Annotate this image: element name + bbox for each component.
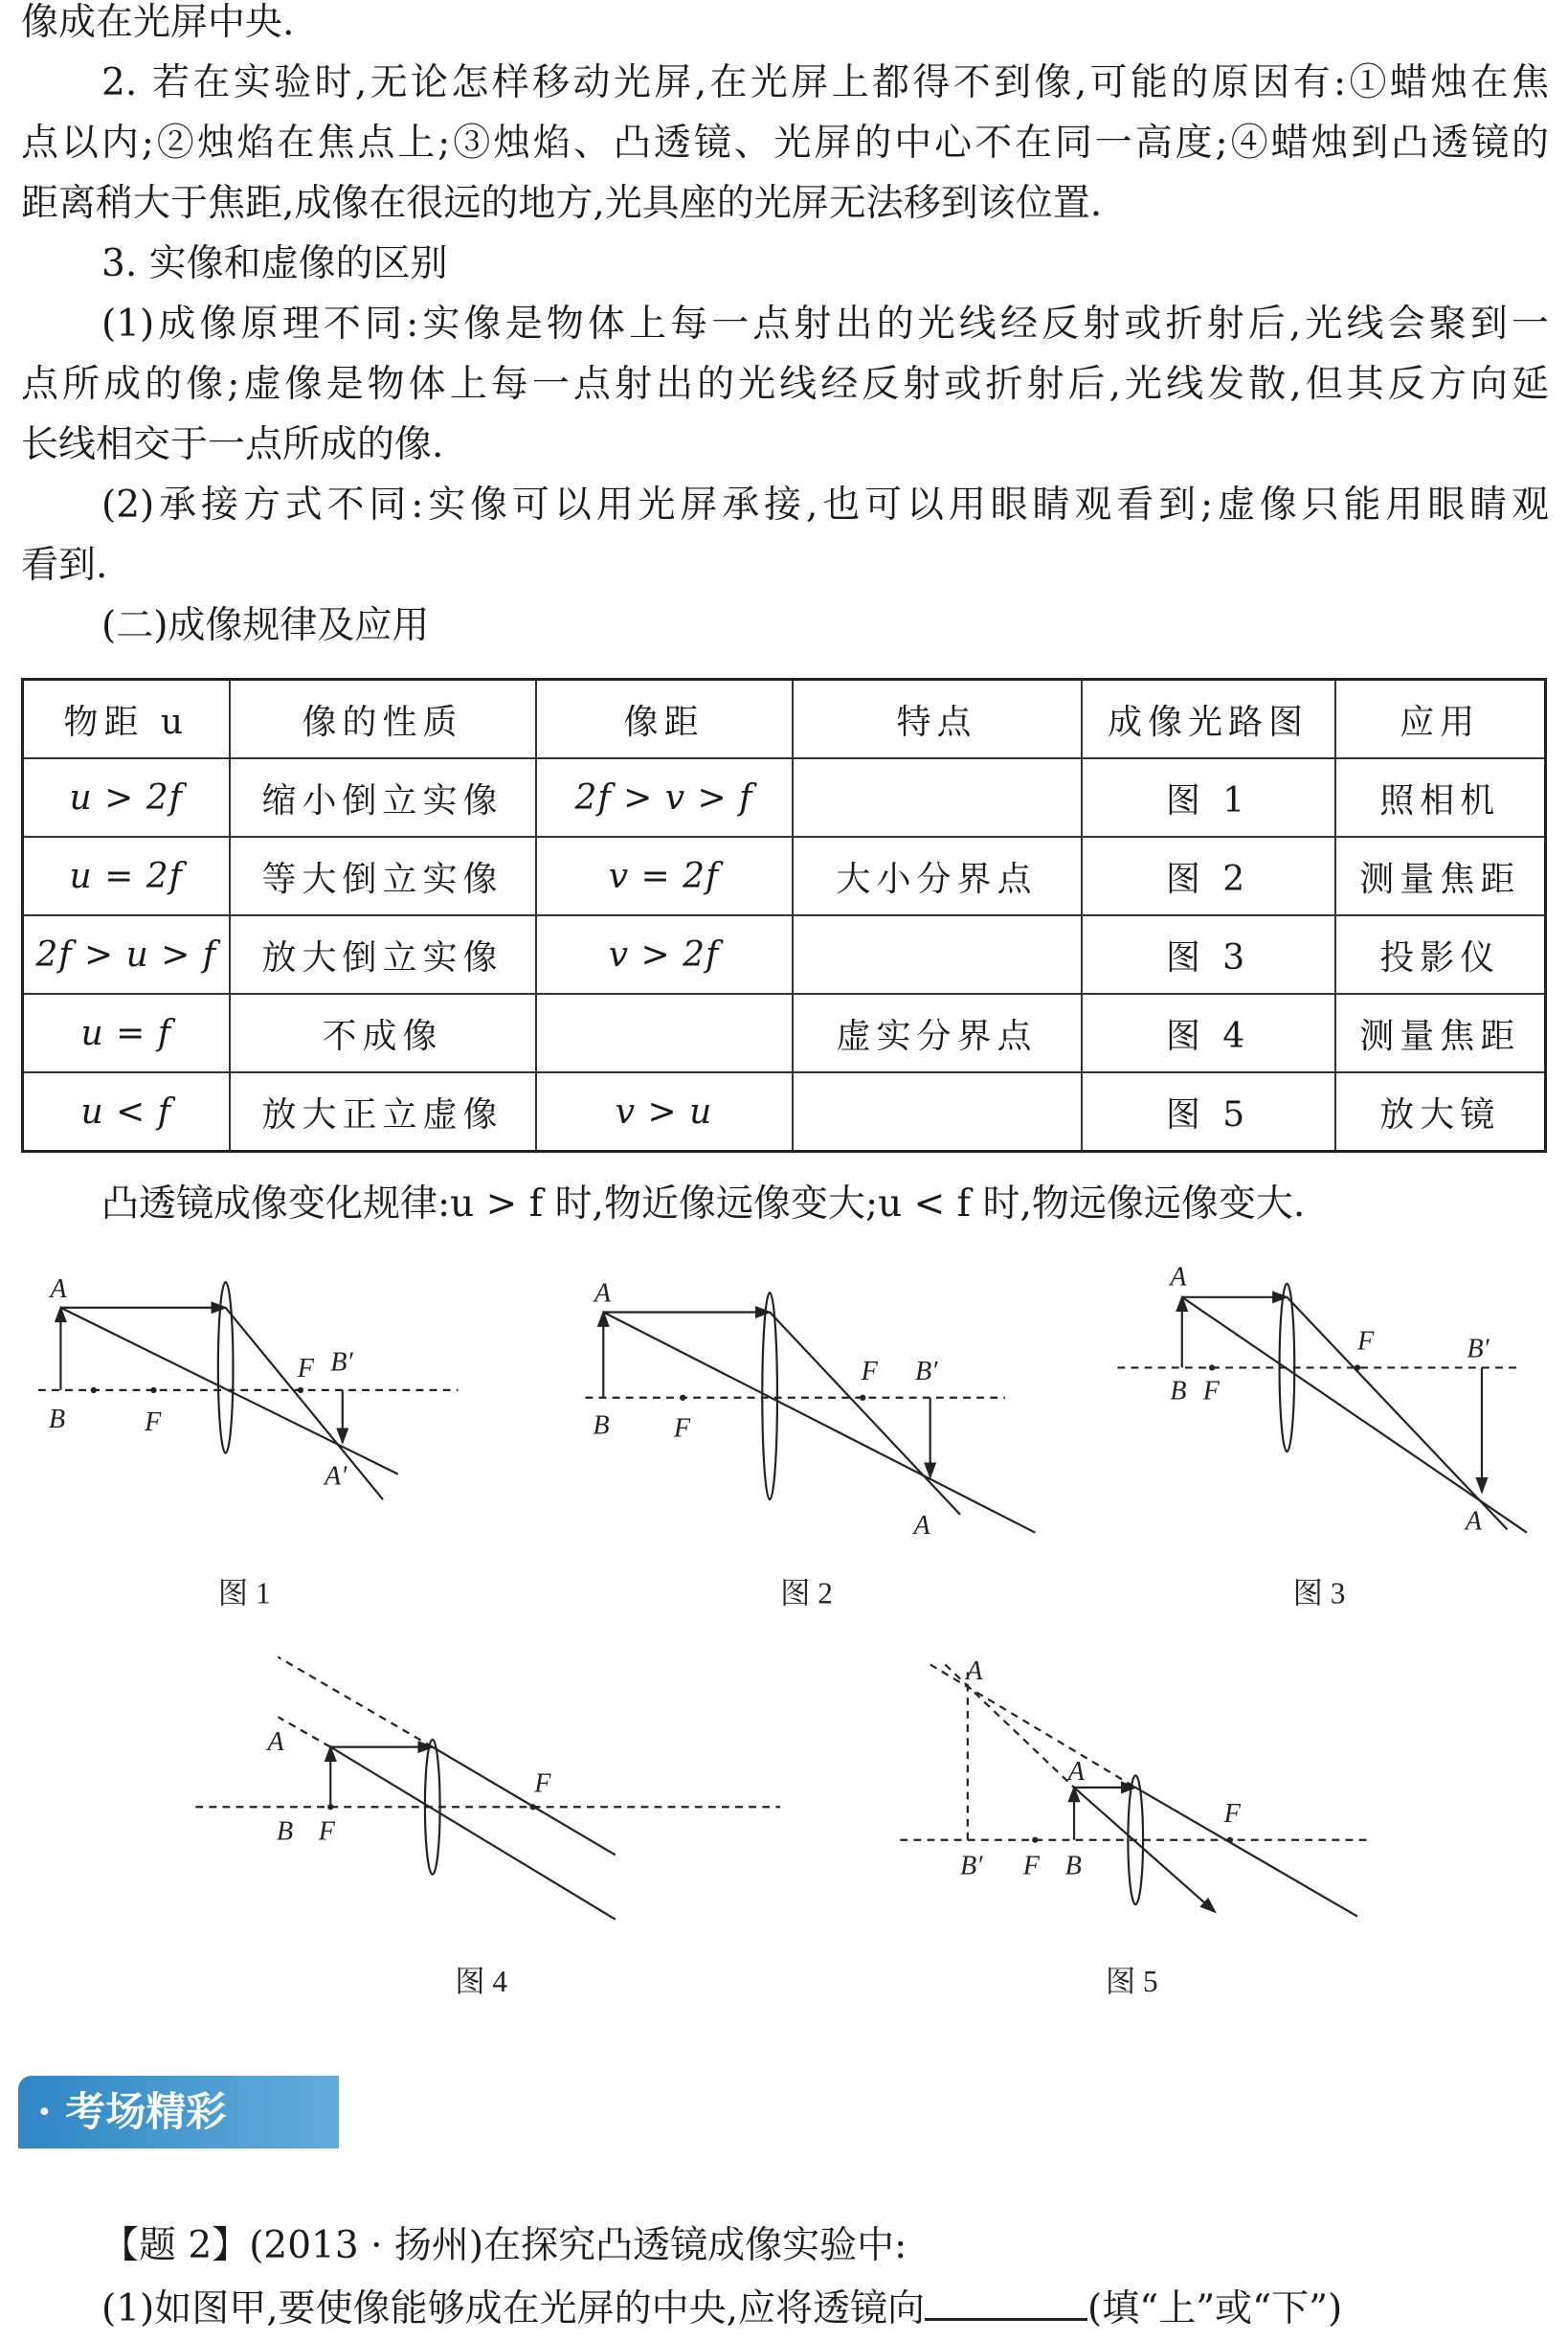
cell: 图 1 [1082, 758, 1335, 837]
text-line: 像成在光屏中央. [21, 1, 295, 44]
cell: u > 2f [23, 758, 230, 837]
imaging-rules-table [21, 678, 1547, 1153]
label-B: B [593, 1410, 610, 1441]
label-B-prime: B′ [915, 1356, 938, 1386]
cell: 放大正立虚像 [230, 1072, 536, 1152]
table-row [23, 994, 1546, 1072]
cell: 缩小倒立实像 [230, 758, 536, 837]
figure-caption: 图 5 [1105, 1964, 1158, 1998]
cell: 测量焦距 [1335, 994, 1546, 1072]
text-line: 长线相交于一点所成的像. [21, 423, 444, 466]
cell: 等大倒立实像 [230, 837, 536, 915]
cell [793, 758, 1082, 837]
ray-diagrams [0, 1245, 1568, 2039]
label-F: F [861, 1356, 878, 1386]
cell: 2f > u > f [23, 915, 230, 994]
label-F: F [673, 1413, 691, 1444]
label-B: B [1170, 1376, 1187, 1406]
section-banner: · 考场精彩 [18, 2076, 339, 2149]
label-F: F [1202, 1376, 1220, 1406]
label-F: F [1022, 1851, 1041, 1881]
cell: 大小分界点 [793, 837, 1082, 915]
figure-caption: 图 4 [455, 1964, 508, 1998]
label-A: A [966, 1656, 983, 1687]
header-cell: 特点 [793, 680, 1082, 759]
table-row [23, 1072, 1546, 1152]
cell: v > 2f [536, 915, 793, 994]
label-A: A [1067, 1757, 1085, 1788]
label-A: A [267, 1726, 284, 1757]
figure-1 [38, 1282, 458, 1499]
label-F: F [1223, 1798, 1241, 1829]
cell: v > u [536, 1072, 793, 1152]
header-cell: 像的性质 [230, 680, 536, 759]
text-line: (1)成像原理不同:实像是物体上每一点射出的光线经反射或折射后,光线会聚到一 [101, 303, 1549, 346]
cell: 2f > v > f [536, 758, 793, 837]
cell: 图 5 [1082, 1072, 1335, 1152]
figure-caption: 图 1 [217, 1576, 271, 1610]
figure-3 [1117, 1284, 1527, 1533]
section-heading: (二)成像规律及应用 [101, 604, 430, 647]
figure-caption: 图 2 [780, 1576, 833, 1610]
header-cell: 应用 [1335, 680, 1546, 759]
table-row [23, 758, 1546, 837]
cell: 测量焦距 [1335, 837, 1546, 915]
text-line: 点以内;②烛焰在焦点上;③烛焰、凸透镜、光屏的中心不在同一高度;④蜡烛到凸透镜的 [21, 122, 1549, 165]
question-part-1 [101, 2279, 1342, 2339]
header-cell: 像距 [536, 680, 793, 759]
cell [793, 1072, 1082, 1152]
question-hint: (填“上”或“下”) [1087, 2287, 1343, 2330]
label-F: F [1357, 1326, 1375, 1357]
text-line: 看到. [21, 544, 108, 587]
label-B-prime: B′ [960, 1851, 983, 1881]
label-F: F [145, 1407, 162, 1438]
cell: 照相机 [1335, 758, 1546, 837]
question-title: 【题 2】(2013 · 扬州)在探究凸透镜成像实验中: [101, 2224, 907, 2267]
table-row [23, 837, 1546, 915]
cell: u = 2f [23, 837, 230, 915]
label-F: F [297, 1353, 315, 1384]
cell: 放大倒立实像 [230, 915, 536, 994]
table-header-row [23, 680, 1546, 759]
label-A: A [1170, 1262, 1187, 1293]
label-B: B [276, 1816, 294, 1847]
label-B-prime: B′ [330, 1347, 353, 1378]
label-F: F [318, 1816, 335, 1847]
cell: v = 2f [536, 837, 793, 915]
label-A-prime: A′ [325, 1461, 347, 1492]
body-text [21, 0, 1549, 656]
cell: 放大镜 [1335, 1072, 1546, 1152]
label-F: F [534, 1768, 551, 1799]
cell: u = f [23, 994, 230, 1072]
label-A: A [594, 1278, 612, 1309]
label-A: A [913, 1511, 930, 1541]
label-B: B [48, 1405, 66, 1435]
label-A: A [1465, 1506, 1482, 1537]
text-line: 2. 若在实验时,无论怎样移动光屏,在光屏上都得不到像,可能的原因有:①蜡烛在焦 [101, 61, 1549, 104]
text-line: (2)承接方式不同:实像可以用光屏承接,也可以用眼睛观看到;虚像只能用眼睛观 [101, 484, 1549, 527]
answer-blank[interactable] [925, 2284, 1087, 2321]
rule-summary: 凸透镜成像变化规律:u > f 时,物近像远像变大;u < f 时,物远像远像变大. [101, 1182, 1306, 1226]
table-row [23, 915, 1546, 994]
heading-3: 3. 实像和虚像的区别 [101, 242, 448, 285]
text-line: 距离稍大于焦距,成像在很远的地方,光具座的光屏无法移到该位置. [21, 182, 1103, 225]
header-cell: 物距 u [23, 680, 230, 759]
cell: 图 4 [1082, 994, 1335, 1072]
question-text: (1)如图甲,要使像能够成在光屏的中央,应将透镜向 [101, 2287, 926, 2330]
cell [793, 915, 1082, 994]
cell: 虚实分界点 [793, 994, 1082, 1072]
label-B: B [1064, 1851, 1082, 1881]
cell [536, 994, 793, 1072]
cell: 不成像 [230, 994, 536, 1072]
cell: 图 3 [1082, 915, 1335, 994]
header-cell: 成像光路图 [1082, 680, 1335, 759]
cell: 图 2 [1082, 837, 1335, 915]
cell: u < f [23, 1072, 230, 1152]
label-B-prime: B′ [1467, 1334, 1490, 1364]
label-A: A [50, 1273, 67, 1304]
figure-4 [195, 1657, 780, 1920]
text-line: 点所成的像;虚像是物体上每一点射出的光线经反射或折射后,光线发散,但其反方向延 [21, 363, 1549, 406]
figure-2 [586, 1293, 1036, 1533]
cell: 投影仪 [1335, 915, 1546, 994]
figure-caption: 图 3 [1292, 1576, 1346, 1610]
